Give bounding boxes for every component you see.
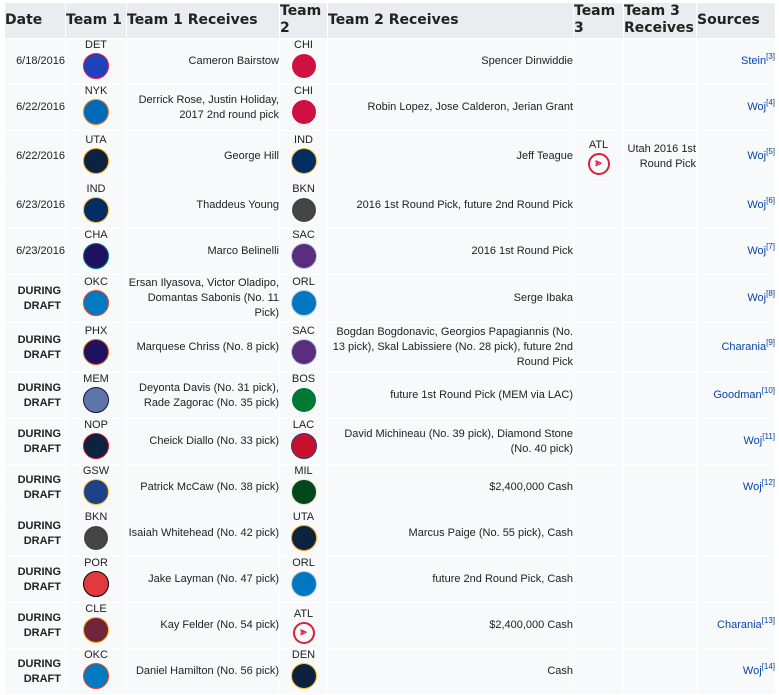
hornets-logo-icon	[83, 243, 109, 269]
team1-receives-cell: Derrick Rose, Justin Holiday, 2017 2nd round pick	[127, 85, 280, 131]
header-sources[interactable]: Sources	[697, 3, 776, 39]
team2-receives-cell: future 2nd Round Pick, Cash	[328, 557, 574, 603]
source-cell	[697, 323, 776, 373]
cavaliers-logo-icon	[83, 617, 109, 643]
team3-cell	[574, 603, 624, 649]
team3-receives-cell	[624, 603, 697, 649]
team1-cell	[66, 85, 127, 131]
team2-receives-cell: David Michineau (No. 39 pick), Diamond Stone (No. 40 pick)	[328, 419, 574, 465]
source-cell	[697, 603, 776, 649]
magic-logo-icon	[291, 290, 317, 316]
team2-cell	[280, 39, 328, 85]
jazz-logo-icon	[291, 525, 317, 551]
clippers-logo-icon	[291, 433, 317, 459]
source-link[interactable]: Goodman	[713, 389, 762, 401]
header-date[interactable]: Date	[5, 3, 66, 39]
team3-receives-cell	[624, 465, 697, 511]
date-cell: DURING DRAFT	[5, 603, 66, 649]
source-link[interactable]: Woj	[743, 435, 763, 447]
table-row	[5, 557, 776, 603]
kings-logo-icon	[291, 339, 317, 365]
team2-cell	[280, 323, 328, 373]
table-row	[5, 323, 776, 373]
team2-cell	[280, 465, 328, 511]
bucks-logo-icon	[291, 479, 317, 505]
header-team2-receives[interactable]: Team 2 Receives	[328, 3, 574, 39]
jazz-logo-icon	[83, 148, 109, 174]
table-row	[5, 649, 776, 695]
team3-receives-cell	[624, 649, 697, 695]
team3-cell	[574, 85, 624, 131]
team-abbreviation[interactable]: CLE	[85, 603, 107, 615]
team1-receives-cell: Daniel Hamilton (No. 56 pick)	[127, 649, 280, 695]
source-cell	[697, 85, 776, 131]
team3-cell	[574, 511, 624, 557]
team2-cell	[280, 511, 328, 557]
reference-link[interactable]: [11]	[762, 432, 775, 441]
team3-cell	[574, 323, 624, 373]
nets-logo-icon	[83, 525, 109, 551]
team3-receives-cell	[624, 229, 697, 275]
reference-link[interactable]: [8]	[766, 289, 775, 298]
team-abbreviation[interactable]: ATL	[293, 607, 314, 620]
team2-receives-cell: $2,400,000 Cash	[328, 465, 574, 511]
team1-receives-cell: Thaddeus Young	[127, 183, 280, 229]
table-row	[5, 511, 776, 557]
team2-receives-cell: future 1st Round Pick (MEM via LAC)	[328, 373, 574, 419]
source-cell	[697, 39, 776, 85]
header-team1-receives[interactable]: Team 1 Receives	[127, 3, 280, 39]
team3-receives-cell	[624, 323, 697, 373]
source-link[interactable]: Woj	[742, 665, 762, 677]
table-row	[5, 39, 776, 85]
table-row	[5, 131, 776, 183]
team1-cell	[66, 419, 127, 465]
kings-logo-icon	[291, 243, 317, 269]
reference-link[interactable]: [5]	[766, 147, 775, 156]
team2-receives-cell: Serge Ibaka	[328, 275, 574, 323]
header-team1[interactable]: Team 1	[66, 3, 127, 39]
team1-receives-cell: Cheick Diallo (No. 33 pick)	[127, 419, 280, 465]
team1-cell	[66, 511, 127, 557]
reference-link[interactable]: [9]	[766, 338, 775, 347]
team1-cell	[66, 649, 127, 695]
source-link[interactable]: Stein	[741, 55, 767, 67]
team-abbreviation[interactable]: ORL	[292, 276, 315, 288]
team2-cell	[280, 649, 328, 695]
team1-cell	[66, 183, 127, 229]
date-cell: 6/18/2016	[5, 39, 66, 85]
team-abbreviation[interactable]: NYK	[84, 85, 108, 97]
bulls-logo-icon	[291, 53, 317, 79]
team3-cell	[574, 275, 624, 323]
source-link[interactable]: Charania	[717, 619, 762, 631]
team1-cell	[66, 323, 127, 373]
source-cell	[697, 419, 776, 465]
reference-link[interactable]: [6]	[766, 196, 775, 205]
suns-logo-icon	[83, 339, 109, 365]
team1-receives-cell: Patrick McCaw (No. 38 pick)	[127, 465, 280, 511]
nuggets-logo-icon	[291, 663, 317, 689]
team3-cell	[574, 183, 624, 229]
team1-cell	[66, 557, 127, 603]
team1-receives-cell: Cameron Bairstow	[127, 39, 280, 85]
date-cell: DURING DRAFT	[5, 419, 66, 465]
knicks-logo-icon	[83, 99, 109, 125]
trades-table	[4, 2, 776, 695]
team1-cell	[66, 373, 127, 419]
pistons-logo-icon	[83, 53, 109, 79]
date-cell: DURING DRAFT	[5, 323, 66, 373]
team2-receives-cell: $2,400,000 Cash	[328, 603, 574, 649]
hawks-logo-icon: ⪢	[293, 622, 315, 644]
pacers-logo-icon	[83, 197, 109, 223]
team-abbreviation[interactable]: IND	[86, 183, 106, 195]
source-link[interactable]: Woj	[747, 292, 767, 304]
date-cell: 6/22/2016	[5, 85, 66, 131]
team3-receives-cell	[624, 419, 697, 465]
date-cell: DURING DRAFT	[5, 511, 66, 557]
blazers-logo-icon	[83, 571, 109, 597]
team-abbreviation[interactable]: BKN	[84, 511, 108, 523]
team2-cell	[280, 373, 328, 419]
source-link[interactable]: Woj	[747, 150, 767, 162]
team-abbreviation[interactable]: PHX	[84, 325, 108, 337]
team3-cell	[574, 557, 624, 603]
bulls-logo-icon	[291, 99, 317, 125]
team-abbreviation[interactable]: SAC	[292, 325, 315, 337]
team1-receives-cell: Ersan Ilyasova, Victor Oladipo, Domantas Sabonis (No. 11 Pick)	[127, 275, 280, 323]
magic-logo-icon	[291, 571, 317, 597]
reference-link[interactable]: [14]	[761, 662, 775, 671]
reference-link[interactable]: [13]	[761, 616, 775, 625]
source-cell	[697, 183, 776, 229]
team-abbreviation[interactable]: OKC	[84, 649, 108, 661]
team-abbreviation[interactable]: GSW	[82, 465, 110, 477]
team-abbreviation[interactable]: CHI	[294, 39, 313, 51]
source-cell	[697, 557, 776, 603]
team2-receives-cell: Spencer Dinwiddie	[328, 39, 574, 85]
hawks-logo-icon: ⪢	[588, 153, 610, 175]
team-abbreviation[interactable]: BOS	[291, 373, 316, 385]
source-cell	[697, 465, 776, 511]
team-abbreviation[interactable]: NOP	[84, 419, 108, 431]
celtics-logo-icon	[291, 387, 317, 413]
team3-receives-cell	[624, 183, 697, 229]
source-link[interactable]: Woj	[747, 245, 767, 257]
team2-cell	[280, 131, 328, 183]
team2-cell	[280, 85, 328, 131]
team2-receives-cell: Marcus Paige (No. 55 pick), Cash	[328, 511, 574, 557]
team-abbreviation[interactable]: MIL	[294, 465, 313, 477]
team2-receives-cell: 2016 1st Round Pick	[328, 229, 574, 275]
source-link[interactable]: Woj	[747, 101, 767, 113]
header-team2[interactable]: Team 2	[280, 3, 328, 39]
team-abbreviation[interactable]: OKC	[84, 276, 108, 288]
team-abbreviation[interactable]: UTA	[85, 134, 107, 146]
team3-receives-cell	[624, 39, 697, 85]
header-team3[interactable]: Team 3	[574, 3, 624, 39]
team-abbreviation[interactable]: CHA	[84, 229, 108, 241]
source-cell	[697, 131, 776, 183]
team-abbreviation[interactable]: IND	[294, 134, 313, 146]
team1-cell	[66, 275, 127, 323]
team1-cell	[66, 603, 127, 649]
reference-link[interactable]: [7]	[766, 242, 775, 251]
table-row	[5, 419, 776, 465]
team3-cell	[574, 649, 624, 695]
date-cell: DURING DRAFT	[5, 373, 66, 419]
header-team3-receives[interactable]: Team 3 Receives	[624, 3, 697, 39]
date-cell: 6/23/2016	[5, 229, 66, 275]
team-abbreviation[interactable]: POR	[84, 557, 108, 569]
team1-cell	[66, 465, 127, 511]
team-abbreviation[interactable]: LAC	[292, 419, 315, 431]
table-row	[5, 229, 776, 275]
source-cell	[697, 649, 776, 695]
team1-cell	[66, 131, 127, 183]
date-cell: DURING DRAFT	[5, 275, 66, 323]
team1-receives-cell: Deyonta Davis (No. 31 pick), Rade Zagorac (No. 35 pick)	[127, 373, 280, 419]
team2-cell	[280, 419, 328, 465]
team-abbreviation[interactable]: ATL	[588, 138, 609, 151]
team2-cell	[280, 603, 328, 649]
team-abbreviation[interactable]: DET	[85, 39, 107, 51]
reference-link[interactable]: [4]	[766, 98, 775, 107]
team2-receives-cell: Robin Lopez, Jose Calderon, Jerian Grant	[328, 85, 574, 131]
date-cell: 6/22/2016	[5, 131, 66, 183]
team3-cell	[574, 465, 624, 511]
source-cell	[697, 229, 776, 275]
team1-cell	[66, 229, 127, 275]
team3-receives-cell	[624, 275, 697, 323]
source-link[interactable]: Woj	[747, 199, 767, 211]
pacers-logo-icon	[291, 148, 317, 174]
date-cell: DURING DRAFT	[5, 649, 66, 695]
team3-receives-cell	[624, 373, 697, 419]
team1-receives-cell: Isaiah Whitehead (No. 42 pick)	[127, 511, 280, 557]
table-row	[5, 275, 776, 323]
date-cell: DURING DRAFT	[5, 557, 66, 603]
team3-receives-cell	[624, 85, 697, 131]
team-abbreviation[interactable]: SAC	[292, 229, 315, 241]
team3-cell	[574, 229, 624, 275]
team1-receives-cell: Kay Felder (No. 54 pick)	[127, 603, 280, 649]
team-abbreviation[interactable]: MEM	[83, 373, 109, 385]
warriors-logo-icon	[83, 479, 109, 505]
table-row	[5, 603, 776, 649]
team2-receives-cell: Bogdan Bogdonavic, Georgios Papagiannis (No. 13 pick), Skal Labissiere (No. 28 pick), future 2nd Round Pick	[328, 323, 574, 373]
team2-cell	[280, 229, 328, 275]
source-cell	[697, 373, 776, 419]
nets-logo-icon	[291, 197, 317, 223]
team1-cell	[66, 39, 127, 85]
pelicans-logo-icon	[83, 433, 109, 459]
team-abbreviation[interactable]: UTA	[292, 511, 315, 523]
team2-receives-cell: 2016 1st Round Pick, future 2nd Round Pick	[328, 183, 574, 229]
source-cell	[697, 275, 776, 323]
source-link[interactable]: Woj	[742, 481, 762, 493]
team3-cell	[574, 39, 624, 85]
team1-receives-cell: Marco Belinelli	[127, 229, 280, 275]
reference-link[interactable]: [12]	[761, 478, 775, 487]
team3-receives-cell	[624, 557, 697, 603]
team-abbreviation[interactable]: DEN	[291, 649, 316, 661]
thunder-logo-icon	[83, 290, 109, 316]
date-cell: 6/23/2016	[5, 183, 66, 229]
team2-cell	[280, 183, 328, 229]
team2-receives-cell: Cash	[328, 649, 574, 695]
source-link[interactable]: Charania	[721, 341, 767, 353]
table-row	[5, 183, 776, 229]
team2-receives-cell: Jeff Teague	[328, 131, 574, 183]
team1-receives-cell: Marquese Chriss (No. 8 pick)	[127, 323, 280, 373]
team-abbreviation[interactable]: ORL	[292, 557, 315, 569]
team3-cell	[574, 419, 624, 465]
grizzlies-logo-icon	[83, 387, 109, 413]
reference-link[interactable]: [10]	[761, 386, 775, 395]
team3-cell	[574, 131, 624, 183]
team3-receives-cell: Utah 2016 1st Round Pick	[624, 131, 697, 183]
reference-link[interactable]: [3]	[766, 52, 775, 61]
table-row	[5, 373, 776, 419]
team3-receives-cell	[624, 511, 697, 557]
team-abbreviation[interactable]: BKN	[292, 183, 315, 195]
source-cell	[697, 511, 776, 557]
team3-cell	[574, 373, 624, 419]
team2-cell	[280, 557, 328, 603]
team1-receives-cell: Jake Layman (No. 47 pick)	[127, 557, 280, 603]
date-cell: DURING DRAFT	[5, 465, 66, 511]
table-row	[5, 465, 776, 511]
team-abbreviation[interactable]: CHI	[294, 85, 313, 97]
team2-cell	[280, 275, 328, 323]
thunder-logo-icon	[83, 663, 109, 689]
table-row	[5, 85, 776, 131]
header-row	[5, 3, 776, 39]
team1-receives-cell: George Hill	[127, 131, 280, 183]
